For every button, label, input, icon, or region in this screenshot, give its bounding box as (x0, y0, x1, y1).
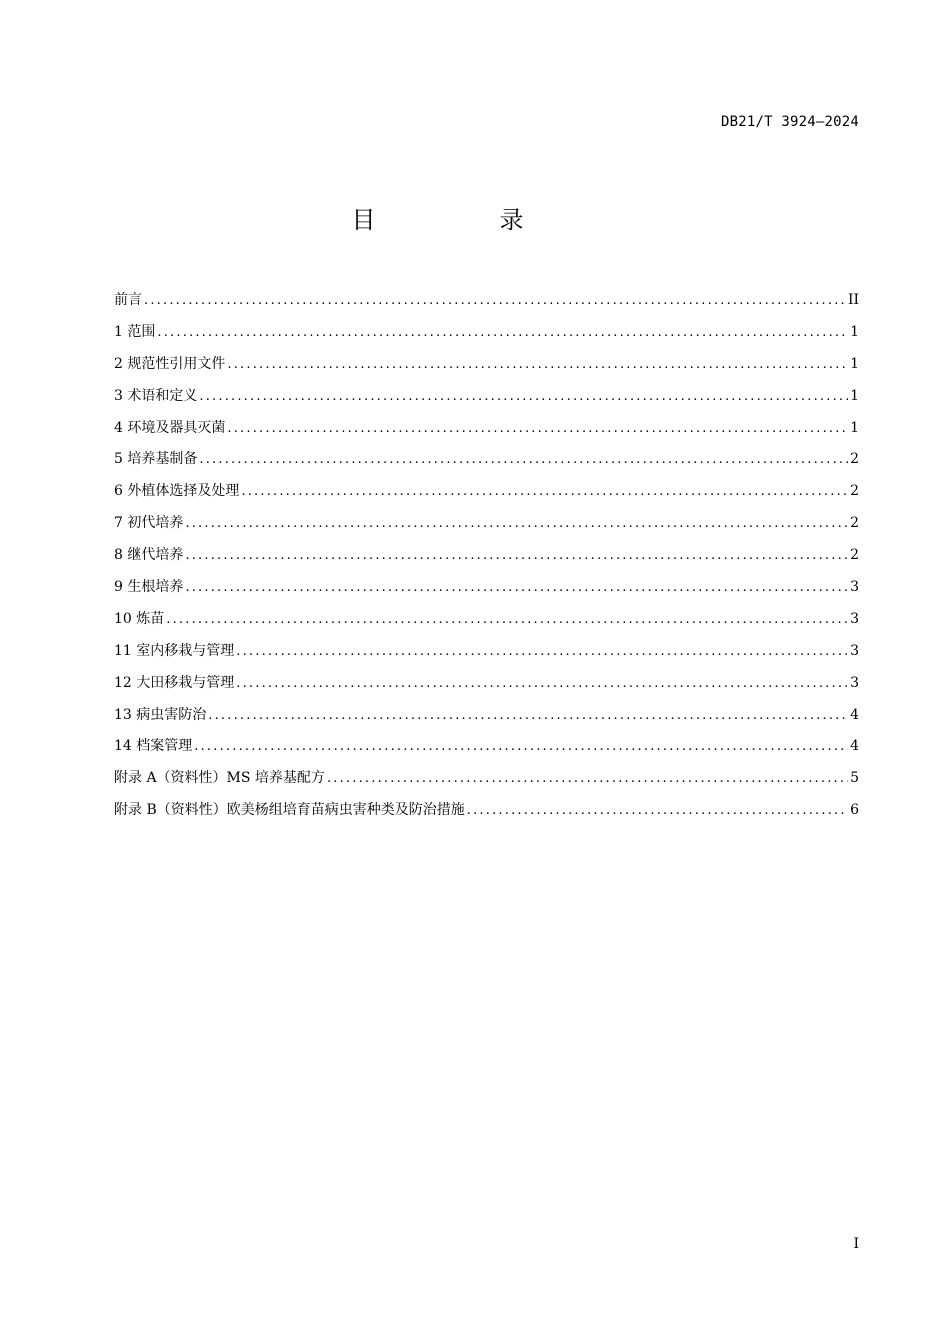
toc-leader-dots (327, 765, 848, 793)
toc-entry-page: 6 (850, 802, 859, 819)
toc-entry-page: 3 (850, 642, 859, 659)
toc-entry-page: 1 (850, 387, 859, 404)
toc-entry-indoor-transplant[interactable] (114, 637, 859, 669)
toc-entry-hardening[interactable] (114, 605, 859, 637)
toc-entry-field-transplant[interactable] (114, 669, 859, 701)
toc-entry-page: 3 (850, 610, 859, 627)
toc-entry-label: 8 继代培养 (114, 547, 184, 564)
toc-leader-dots (166, 606, 848, 634)
toc-entry-label: 附录 B（资料性）欧美杨组培育苗病虫害种类及防治措施 (114, 802, 465, 819)
toc-entry-label: 4 环境及器具灭菌 (114, 419, 226, 436)
toc-entry-label: 6 外植体选择及处理 (114, 483, 240, 500)
toc-entry-label: 13 病虫害防治 (114, 706, 207, 723)
toc-entry-page: 1 (850, 323, 859, 340)
toc-entry-records[interactable] (114, 732, 859, 764)
toc-entry-subculture[interactable] (114, 541, 859, 573)
toc-leader-dots (236, 670, 848, 698)
toc-entry-page: 2 (850, 515, 859, 532)
toc-entry-rooting-culture[interactable] (114, 573, 859, 605)
toc-leader-dots (241, 478, 848, 506)
toc-entry-page: 2 (850, 547, 859, 564)
toc-entry-page: 3 (850, 674, 859, 691)
toc-entry-label: 1 范围 (114, 323, 156, 340)
toc-leader-dots (227, 351, 848, 379)
toc-entry-medium-preparation[interactable] (114, 445, 859, 477)
page-title: 目 录 (351, 206, 574, 234)
toc-entry-page: 4 (850, 706, 859, 723)
toc-entry-page: II (847, 292, 859, 308)
table-of-contents (114, 286, 859, 828)
toc-leader-dots (199, 383, 848, 411)
toc-entry-page: 5 (850, 770, 859, 787)
toc-entry-label: 11 室内移栽与管理 (114, 642, 235, 659)
toc-leader-dots (194, 733, 848, 761)
toc-entry-normative-references[interactable] (114, 350, 859, 382)
toc-entry-primary-culture[interactable] (114, 509, 859, 541)
toc-leader-dots (227, 415, 848, 443)
toc-entry-label: 10 炼苗 (114, 610, 165, 627)
toc-entry-foreword[interactable] (114, 286, 859, 318)
toc-leader-dots (467, 797, 848, 825)
toc-entry-page: 1 (850, 355, 859, 372)
toc-leader-dots (157, 319, 848, 347)
toc-entry-scope[interactable] (114, 318, 859, 350)
document-code: DB21/T 3924—2024 (720, 114, 859, 130)
toc-leader-dots (208, 702, 848, 730)
toc-leader-dots (144, 287, 846, 315)
toc-entry-sterilization[interactable] (114, 414, 859, 446)
toc-entry-label: 2 规范性引用文件 (114, 355, 226, 372)
toc-leader-dots (236, 638, 848, 666)
toc-entry-appendix-a[interactable] (114, 764, 859, 796)
toc-entry-page: 2 (850, 483, 859, 500)
toc-entry-label: 3 术语和定义 (114, 387, 198, 404)
toc-entry-page: 1 (850, 419, 859, 436)
toc-entry-terms-definitions[interactable] (114, 382, 859, 414)
toc-entry-label: 12 大田移栽与管理 (114, 674, 235, 691)
toc-entry-label: 5 培养基制备 (114, 451, 198, 468)
toc-leader-dots (185, 574, 848, 602)
toc-entry-label: 9 生根培养 (114, 579, 184, 596)
toc-leader-dots (185, 542, 848, 570)
toc-entry-label: 前言 (114, 292, 142, 308)
toc-entry-appendix-b[interactable] (114, 796, 859, 828)
toc-entry-label: 7 初代培养 (114, 515, 184, 532)
toc-leader-dots (185, 510, 848, 538)
page-number: I (853, 1236, 859, 1252)
toc-entry-page: 2 (850, 451, 859, 468)
toc-entry-label: 14 档案管理 (114, 738, 193, 755)
toc-entry-pest-control[interactable] (114, 701, 859, 733)
toc-entry-label: 附录 A（资料性）MS 培养基配方 (114, 770, 325, 787)
toc-entry-explant-selection[interactable] (114, 477, 859, 509)
toc-entry-page: 3 (850, 579, 859, 596)
toc-entry-page: 4 (850, 738, 859, 755)
toc-leader-dots (199, 446, 848, 474)
